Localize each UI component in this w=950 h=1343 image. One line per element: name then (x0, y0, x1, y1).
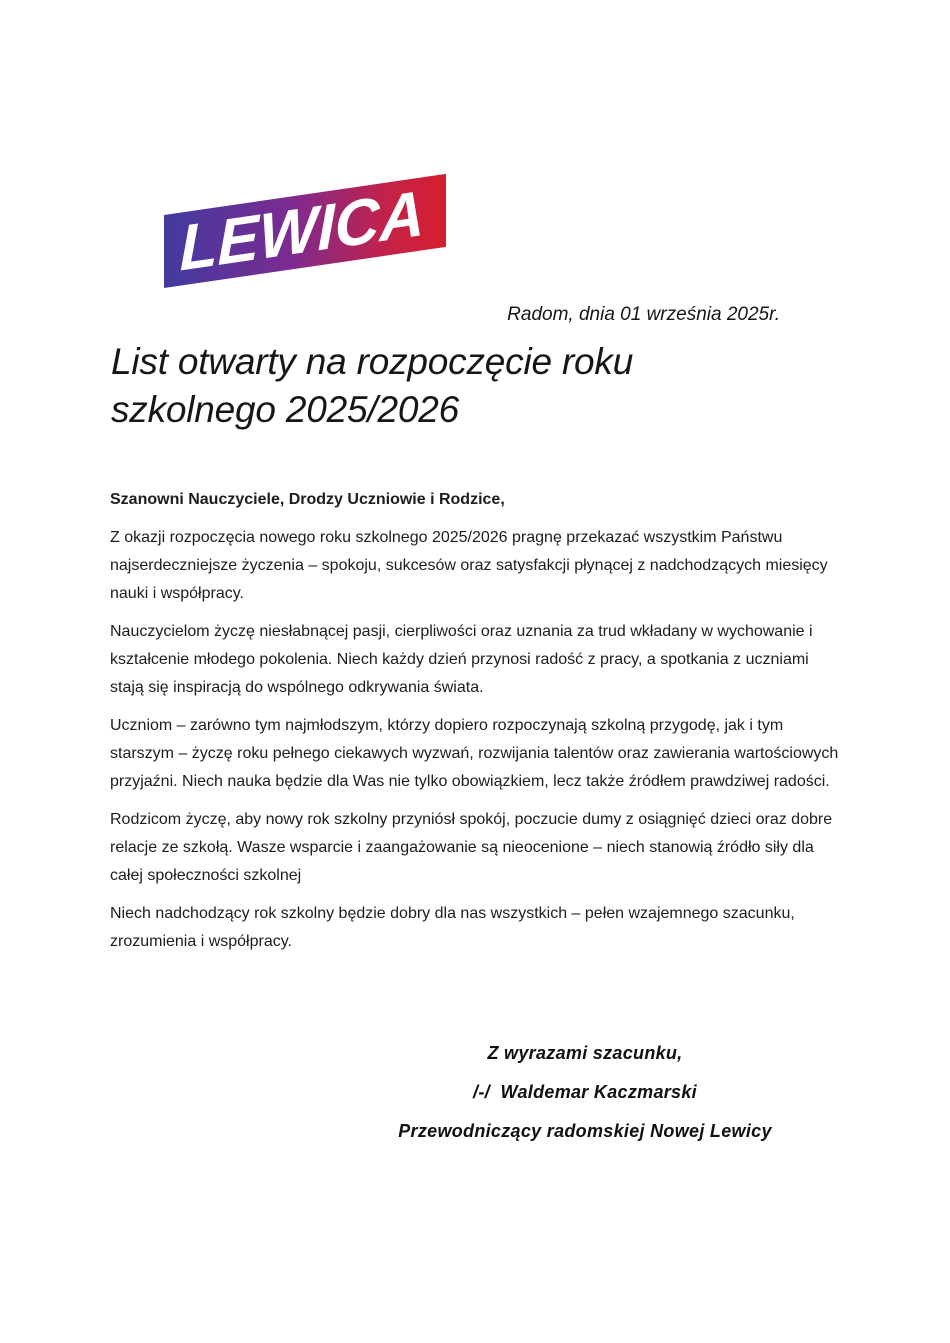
lewica-logo-wordmark: LEWICA (179, 177, 425, 285)
letter-paragraph: Rodzicom życzę, aby nowy rok szkolny przyniósł spokój, poczucie dumy z osiągnięć dzieci oraz dobre relacje ze szkołą. Wasze wsparcie i zaangażowanie są nieocenione – niech stanowią źródło siły dla całej społeczności szkolnej (110, 811, 833, 884)
letter-paragraph: Z okazji rozpoczęcia nowego roku szkolnego 2025/2026 pragnę przekazać wszystkim Państwu najserdeczniejsze życzenia – spokoju, sukcesów oraz satysfakcji płynącej z nadchodzących miesięcy nauki i współpracy. (110, 529, 828, 602)
signature-closing: Z wyrazami szacunku, (487, 1043, 683, 1063)
letter-paragraph: Niech nadchodzący rok szkolny będzie dobry dla nas wszystkich – pełen wzajemnego szacunku, zrozumienia i współpracy. (110, 905, 795, 950)
letter-paragraph: Uczniom – zarówno tym najmłodszym, którzy dopiero rozpoczynają szkolną przygodę, jak i tym starszym – życzę roku pełnego ciekawych wyzwań, rozwijania talentów oraz zawierania wartościowych przyjaźni. Niech nauka będzie dla Was nie tylko obowiązkiem, lecz także źródłem prawdziwej radości. (110, 717, 839, 790)
signature-name: /-/ Waldemar Kaczmarski (473, 1082, 697, 1102)
lewica-logo (164, 174, 446, 288)
letter-greeting: Szanowni Nauczyciele, Drodzy Uczniowie i Rodzice, (110, 491, 505, 508)
signature-block (345, 1040, 825, 1157)
letter-title: List otwarty na rozpoczęcie roku szkolnego 2025/2026 (111, 341, 634, 430)
date-line: Radom, dnia 01 września 2025r. (507, 304, 780, 325)
letter-paragraph: Nauczycielom życzę niesłabnącej pasji, cierpliwości oraz uznania za trud wkładany w wychowanie i kształcenie młodego pokolenia. Niech każdy dzień przynosi radość z pracy, a spotkania z uczniami stają się inspiracją do wspólnego odkrywania świata. (110, 623, 813, 696)
signature-role: Przewodniczący radomskiej Nowej Lewicy (398, 1121, 772, 1141)
letter-body (110, 486, 840, 966)
